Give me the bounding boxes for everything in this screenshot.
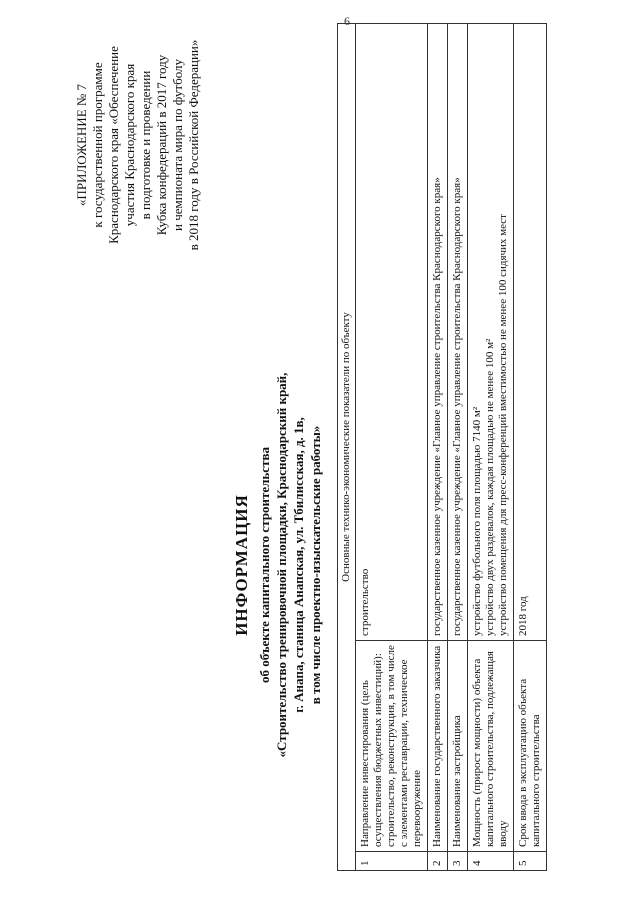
value-line: устройство футбольного поля площадью 7140 м² [471,406,483,636]
heading-line: «Строительство тренировочной площадки, Краснодарский край, [274,372,289,758]
row-value [428,24,448,641]
annex-line: Кубка конфедераций в 2017 году [154,54,169,236]
row-value [468,24,514,641]
heading-title: ИНФОРМАЦИЯ [232,494,251,636]
row-number: 5 [514,852,547,871]
annex-line: в подготовке и проведении [138,70,153,220]
indicators-table [337,23,547,871]
document-heading [232,285,324,845]
annex-line: «ПРИЛОЖЕНИЕ № 7 [74,83,89,207]
heading-line: в том числе проектно-изыскательские работы» [308,425,323,705]
row-value [448,24,468,641]
value-line: государственное казенное учреждение «Главное управление строительства Краснодарского края» [431,177,443,636]
row-number: 3 [448,852,468,871]
annex-line: и чемпионата мира по футболу [170,58,185,232]
table-row [428,24,448,871]
annex-line: к государственной программе [90,62,105,228]
row-name: Наименование государственного заказчика [428,641,448,852]
page-number: 6 [344,14,350,28]
row-number: 4 [468,852,514,871]
value-line: устройство двух раздевалок, каждая площадью не менее 100 м² [484,338,496,636]
row-name: Наименование застройщика [448,641,468,852]
row-name: Срок ввода в эксплуатацию объекта капитального строительства [514,641,547,852]
value-line: 2018 год [517,596,529,636]
row-number: 2 [428,852,448,871]
annex-line: Краснодарского края «Обеспечение [106,46,121,244]
value-line: строительство [359,568,371,636]
row-name: Направление инвестирования (цель осуществления бюджетных инвестиций): строительство, реконструкция, в том числе с элементами реставрации, техническое перевооружение [356,641,428,852]
table-row [448,24,468,871]
heading-line: г. Анапа, станица Анапская, ул. Тбилисская, д. 1в, [291,417,306,713]
row-number: 1 [356,852,428,871]
row-value [356,24,428,641]
table-caption: Основные технико-экономические показатели по объекту [338,24,356,871]
heading-line: об объекте капитального строительства [257,447,272,683]
table-row [514,24,547,871]
annex-line: участия Краснодарского края [122,63,137,227]
table-row [468,24,514,871]
annex-line: в 2018 году в Российской Федерации» [186,39,201,251]
value-line: государственное казенное учреждение «Главное управление строительства Краснодарского края» [451,177,463,636]
row-name: Мощность (прирост мощности) объекта капитального строительства, подлежащая вводу [468,641,514,852]
table-caption-row [338,24,356,871]
annex-block [74,35,202,255]
table-row [356,24,428,871]
value-line: устройство помещения для пресс-конференций вместимостью не менее 100 сидячих мест [497,214,509,636]
row-value [514,24,547,641]
